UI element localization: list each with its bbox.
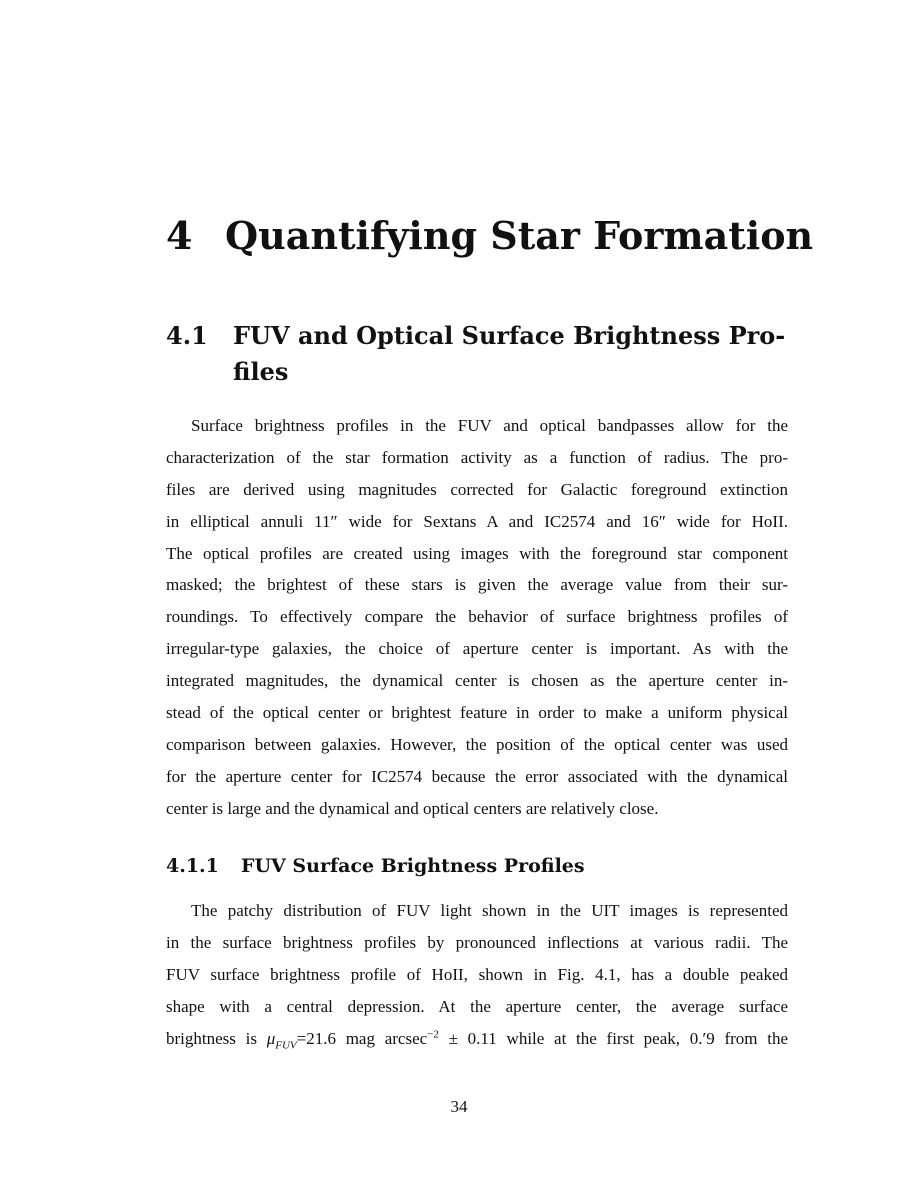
mu-symbol: μ	[266, 1028, 276, 1048]
paragraph-line: files are derived using magnitudes corrected for Galactic foreground extinction	[166, 479, 788, 499]
paragraph-line: in the surface brightness profiles by pronounced inflections at various radii. The	[166, 932, 788, 952]
section-title-line-1: FUV and Optical Surface Brightness Pro-	[233, 321, 786, 350]
body-paragraph-1	[166, 410, 788, 825]
section-title-line-2: files	[233, 357, 289, 386]
section-number: 4.1	[166, 321, 208, 350]
paragraph-line: masked; the brightest of these stars is given the average value from their sur-	[166, 575, 788, 595]
chapter-title: Quantifying Star Formation	[225, 213, 814, 258]
paragraph-line: FUV surface brightness profile of HoII, shown in Fig. 4.1, has a double peaked	[166, 964, 788, 984]
subsection-heading	[166, 851, 806, 881]
page-number: 34	[450, 1097, 468, 1116]
chapter-heading	[166, 206, 866, 266]
section-heading	[166, 318, 806, 390]
paragraph-line: Surface brightness profiles in the FUV and optical bandpasses allow for the	[191, 416, 788, 435]
paragraph-line: roundings. To effectively compare the behavior of surface brightness profiles of	[166, 607, 788, 627]
paragraph-line: shape with a central depression. At the aperture center, the average surface	[166, 996, 788, 1016]
paragraph-line: for the aperture center for IC2574 because the error associated with the dynamical	[166, 766, 788, 786]
paragraph-line: The optical profiles are created using images with the foreground star component	[166, 543, 788, 563]
paragraph-line: stead of the optical center or brightest feature in order to make a uniform physical	[166, 703, 788, 723]
mu-subscript: FUV	[275, 1038, 297, 1051]
paragraph-line: integrated magnitudes, the dynamical center is chosen as the aperture center in-	[166, 671, 788, 691]
math-prefix-text: brightness is	[166, 1028, 267, 1048]
chapter-number: 4	[166, 213, 193, 258]
paragraph-line: center is large and the dynamical and optical centers are relatively close.	[166, 798, 659, 818]
paragraph-line: characterization of the star formation activity as a function of radius. The pro-	[166, 447, 788, 467]
subsection-number: 4.1.1	[166, 855, 219, 877]
body-paragraph-2	[166, 895, 788, 1054]
paragraph-line: The patchy distribution of FUV light shown in the UIT images is represented	[191, 901, 788, 920]
paragraph-line: irregular-type galaxies, the choice of aperture center is important. As with the	[166, 639, 788, 659]
math-suffix-text: ± 0.11 while at the first peak, 0.′9 from the	[438, 1028, 788, 1048]
unit-exponent: −2	[427, 1027, 439, 1040]
paragraph-line-with-math	[166, 1023, 788, 1055]
surface-brightness-value: =21.6 mag arcsec	[296, 1028, 428, 1048]
paragraph-line: in elliptical annuli 11″ wide for Sextans A and IC2574 and 16″ wide for HoII.	[166, 511, 788, 531]
subsection-title: FUV Surface Brightness Profiles	[241, 855, 585, 877]
paragraph-line: comparison between galaxies. However, the position of the optical center was used	[166, 734, 788, 754]
